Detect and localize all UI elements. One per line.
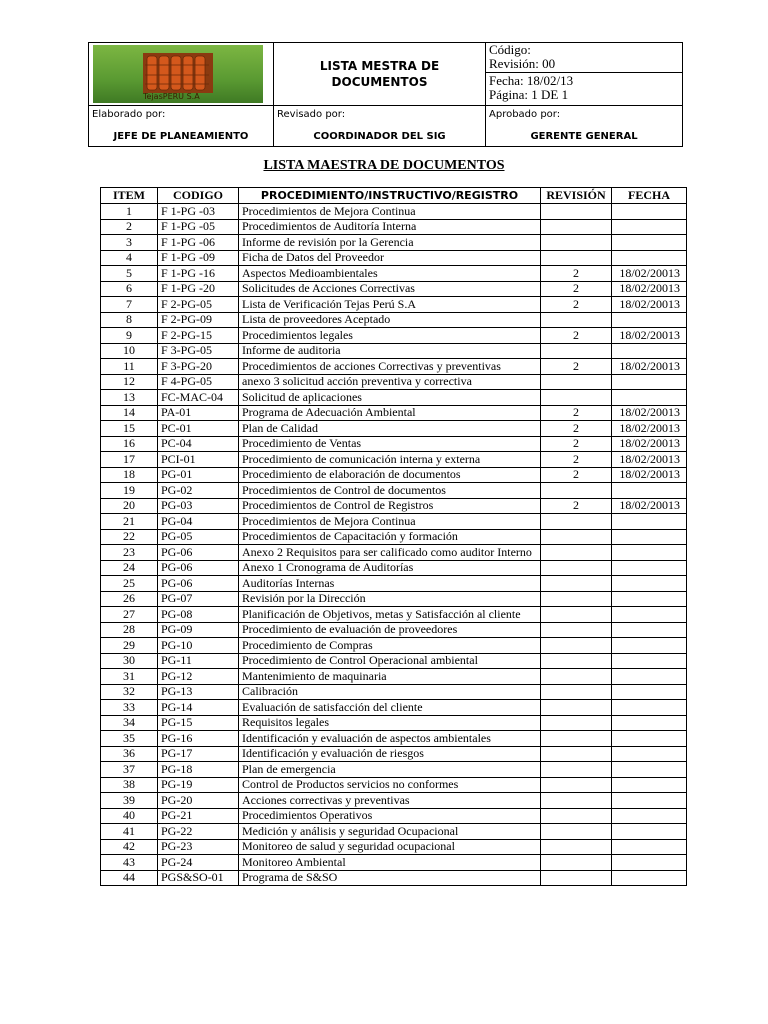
table-row [101,452,687,468]
cell-revision [541,622,612,638]
table-row [101,328,687,344]
aprobado-name: GERENTE GENERAL [530,131,638,142]
cell-revision [541,250,612,266]
col-header-procedimiento: PROCEDIMIENTO/INSTRUCTIVO/REGISTRO [239,188,541,204]
cell-procedimiento: Monitoreo Ambiental [239,855,541,871]
table-row [101,498,687,514]
revision-label: Revisión: 00 [489,56,556,71]
cell-codigo: F 1-PG -16 [158,266,239,282]
cell-procedimiento: Anexo 2 Requisitos para ser calificado como auditor Interno [239,545,541,561]
cell-revision [541,653,612,669]
table-row [101,653,687,669]
cell-codigo: PG-04 [158,514,239,530]
elaborado-cell [89,106,274,147]
cell-procedimiento: Lista de proveedores Aceptado [239,312,541,328]
table-row [101,281,687,297]
roof-tiles-icon [143,53,213,93]
cell-codigo: PG-06 [158,576,239,592]
col-header-revision: REVISIÓN [541,188,612,204]
cell-item: 23 [101,545,158,561]
table-row [101,576,687,592]
cell-fecha: 18/02/20013 [612,467,687,483]
cell-codigo: PGS&SO-01 [158,870,239,886]
table-row [101,436,687,452]
cell-procedimiento: Requisitos legales [239,715,541,731]
cell-fecha: 18/02/20013 [612,498,687,514]
cell-procedimiento: Procedimiento de Control Operacional ambiental [239,653,541,669]
cell-item: 31 [101,669,158,685]
cell-fecha [612,839,687,855]
cell-revision [541,746,612,762]
cell-procedimiento: Calibración [239,684,541,700]
table-row [101,421,687,437]
cell-codigo: F 3-PG-05 [158,343,239,359]
cell-revision [541,204,612,220]
cell-procedimiento: Anexo 1 Cronograma de Auditorías [239,560,541,576]
table-row [101,359,687,375]
table-row [101,483,687,499]
cell-procedimiento: Informe de revisión por la Gerencia [239,235,541,251]
cell-revision [541,343,612,359]
cell-fecha [612,374,687,390]
table-row [101,684,687,700]
cell-codigo: PG-13 [158,684,239,700]
cell-procedimiento: Procedimiento de comunicación interna y externa [239,452,541,468]
cell-revision [541,235,612,251]
cell-procedimiento: Aspectos Medioambientales [239,266,541,282]
cell-item: 14 [101,405,158,421]
cell-procedimiento: Procedimiento de elaboración de documentos [239,467,541,483]
cell-procedimiento: Revisión por la Dirección [239,591,541,607]
cell-item: 33 [101,700,158,716]
cell-procedimiento: Programa de Adecuación Ambiental [239,405,541,421]
table-row [101,870,687,886]
cell-fecha [612,793,687,809]
doc-title-cell [274,43,486,106]
aprobado-cell [486,106,683,147]
cell-procedimiento: Procedimientos Operativos [239,808,541,824]
cell-fecha [612,560,687,576]
col-header-codigo: CODIGO [158,188,239,204]
cell-codigo: PG-06 [158,560,239,576]
table-row [101,746,687,762]
cell-codigo: PG-01 [158,467,239,483]
cell-item: 20 [101,498,158,514]
table-row [101,762,687,778]
cell-fecha [612,591,687,607]
cell-item: 25 [101,576,158,592]
cell-fecha: 18/02/20013 [612,436,687,452]
cell-revision: 2 [541,467,612,483]
cell-fecha [612,607,687,623]
cell-codigo: F 1-PG -09 [158,250,239,266]
cell-revision: 2 [541,452,612,468]
cell-procedimiento: Plan de Calidad [239,421,541,437]
cell-codigo: PG-18 [158,762,239,778]
cell-codigo: PG-14 [158,700,239,716]
col-header-item: ITEM [101,188,158,204]
table-row [101,638,687,654]
cell-item: 26 [101,591,158,607]
cell-codigo: F 1-PG -03 [158,204,239,220]
page-title: LISTA MAESTRA DE DOCUMENTOS [263,158,505,173]
cell-item: 12 [101,374,158,390]
table-row [101,793,687,809]
logo-text: TejasPERU S.A [143,92,200,101]
cell-codigo: PCI-01 [158,452,239,468]
cell-codigo: PG-16 [158,731,239,747]
cell-procedimiento: Plan de emergencia [239,762,541,778]
cell-fecha [612,824,687,840]
cell-fecha [612,669,687,685]
cell-codigo: PA-01 [158,405,239,421]
cell-codigo: F 2-PG-05 [158,297,239,313]
cell-item: 37 [101,762,158,778]
cell-item: 28 [101,622,158,638]
cell-codigo: F 2-PG-09 [158,312,239,328]
cell-codigo: PC-01 [158,421,239,437]
cell-revision [541,529,612,545]
table-row [101,219,687,235]
cell-codigo: PG-07 [158,591,239,607]
cell-codigo: PG-08 [158,607,239,623]
cell-item: 44 [101,870,158,886]
cell-item: 3 [101,235,158,251]
cell-fecha [612,312,687,328]
cell-revision [541,715,612,731]
table-row [101,669,687,685]
cell-fecha [612,576,687,592]
cell-revision [541,855,612,871]
cell-revision: 2 [541,297,612,313]
fecha-label: Fecha: 18/02/13 [489,73,574,88]
table-row [101,855,687,871]
company-logo [93,45,263,103]
cell-codigo: PG-03 [158,498,239,514]
cell-item: 40 [101,808,158,824]
cell-codigo: PG-17 [158,746,239,762]
table-row [101,560,687,576]
cell-item: 41 [101,824,158,840]
cell-item: 1 [101,204,158,220]
cell-item: 35 [101,731,158,747]
cell-revision [541,731,612,747]
cell-procedimiento: Medición y análisis y seguridad Ocupacional [239,824,541,840]
cell-fecha [612,343,687,359]
cell-revision: 2 [541,281,612,297]
cell-procedimiento: Procedimiento de evaluación de proveedores [239,622,541,638]
table-row [101,250,687,266]
cell-item: 36 [101,746,158,762]
cell-procedimiento: Solicitudes de Acciones Correctivas [239,281,541,297]
cell-fecha: 18/02/20013 [612,297,687,313]
table-row [101,390,687,406]
cell-revision [541,390,612,406]
cell-revision [541,607,612,623]
cell-fecha [612,638,687,654]
cell-procedimiento: Monitoreo de salud y seguridad ocupacional [239,839,541,855]
table-header-row [101,188,687,204]
table-row [101,777,687,793]
revisado-cell [274,106,486,147]
table-row [101,545,687,561]
cell-procedimiento: Evaluación de satisfacción del cliente [239,700,541,716]
cell-procedimiento: Ficha de Datos del Proveedor [239,250,541,266]
table-row [101,529,687,545]
cell-fecha [612,731,687,747]
cell-fecha [612,390,687,406]
cell-revision [541,545,612,561]
cell-item: 7 [101,297,158,313]
cell-fecha [612,529,687,545]
cell-item: 21 [101,514,158,530]
cell-procedimiento: Informe de auditoria [239,343,541,359]
cell-fecha: 18/02/20013 [612,266,687,282]
cell-fecha [612,762,687,778]
cell-codigo: F 2-PG-15 [158,328,239,344]
revisado-name: COORDINADOR DEL SIG [313,131,446,142]
cell-procedimiento: Procedimientos de Capacitación y formación [239,529,541,545]
cell-procedimiento: Procedimientos de Mejora Continua [239,204,541,220]
table-row [101,808,687,824]
table-row [101,297,687,313]
cell-fecha [612,870,687,886]
table-row [101,715,687,731]
cell-procedimiento: Identificación y evaluación de aspectos ambientales [239,731,541,747]
cell-item: 17 [101,452,158,468]
elaborado-name: JEFE DE PLANEAMIENTO [113,131,249,142]
table-row [101,374,687,390]
cell-fecha [612,808,687,824]
cell-item: 18 [101,467,158,483]
cell-fecha: 18/02/20013 [612,328,687,344]
cell-item: 30 [101,653,158,669]
cell-revision [541,483,612,499]
cell-fecha [612,545,687,561]
cell-fecha [612,715,687,731]
cell-item: 6 [101,281,158,297]
cell-revision [541,824,612,840]
cell-codigo: F 4-PG-05 [158,374,239,390]
doc-control-cell [486,43,683,106]
cell-fecha: 18/02/20013 [612,359,687,375]
cell-revision: 2 [541,359,612,375]
cell-item: 42 [101,839,158,855]
cell-fecha [612,250,687,266]
cell-revision: 2 [541,421,612,437]
cell-fecha: 18/02/20013 [612,405,687,421]
cell-item: 24 [101,560,158,576]
cell-revision: 2 [541,266,612,282]
cell-fecha [612,684,687,700]
cell-revision [541,312,612,328]
cell-item: 32 [101,684,158,700]
cell-codigo: PG-22 [158,824,239,840]
cell-item: 16 [101,436,158,452]
cell-codigo: PG-23 [158,839,239,855]
cell-revision: 2 [541,436,612,452]
cell-revision [541,793,612,809]
cell-revision [541,576,612,592]
cell-item: 15 [101,421,158,437]
pagina-label: Página: 1 DE 1 [489,87,569,102]
cell-fecha [612,483,687,499]
cell-revision [541,669,612,685]
cell-revision [541,777,612,793]
cell-item: 22 [101,529,158,545]
cell-revision: 2 [541,328,612,344]
doc-title-line1: LISTA MESTRA DE [319,59,440,73]
cell-item: 8 [101,312,158,328]
table-row [101,622,687,638]
table-row [101,204,687,220]
cell-procedimiento: Solicitud de aplicaciones [239,390,541,406]
cell-codigo: PG-11 [158,653,239,669]
document-header [88,42,683,147]
logo-cell [89,43,274,106]
table-row [101,266,687,282]
table-row [101,405,687,421]
table-row [101,824,687,840]
cell-codigo: PC-04 [158,436,239,452]
cell-revision [541,219,612,235]
doc-title-line2: DOCUMENTOS [331,75,428,89]
cell-procedimiento: Lista de Verificación Tejas Perú S.A [239,297,541,313]
cell-fecha [612,855,687,871]
elaborado-label: Elaborado por: [92,109,166,120]
cell-revision [541,374,612,390]
cell-procedimiento: Auditorías Internas [239,576,541,592]
cell-item: 2 [101,219,158,235]
cell-procedimiento: anexo 3 solicitud acción preventiva y correctiva [239,374,541,390]
cell-procedimiento: Procedimiento de Compras [239,638,541,654]
cell-revision [541,684,612,700]
cell-codigo: PG-15 [158,715,239,731]
cell-fecha [612,514,687,530]
cell-codigo: PG-20 [158,793,239,809]
cell-fecha: 18/02/20013 [612,452,687,468]
cell-procedimiento: Procedimiento de Ventas [239,436,541,452]
cell-revision [541,808,612,824]
cell-item: 19 [101,483,158,499]
table-row [101,235,687,251]
cell-codigo: F 3-PG-20 [158,359,239,375]
cell-revision [541,560,612,576]
col-header-fecha: FECHA [612,188,687,204]
table-row [101,343,687,359]
cell-fecha [612,653,687,669]
cell-item: 27 [101,607,158,623]
cell-fecha [612,700,687,716]
cell-codigo: PG-09 [158,622,239,638]
table-row [101,467,687,483]
table-row [101,591,687,607]
cell-codigo: PG-02 [158,483,239,499]
cell-procedimiento: Mantenimiento de maquinaria [239,669,541,685]
cell-fecha: 18/02/20013 [612,281,687,297]
cell-codigo: FC-MAC-04 [158,390,239,406]
cell-item: 29 [101,638,158,654]
cell-item: 5 [101,266,158,282]
cell-revision [541,700,612,716]
cell-codigo: F 1-PG -20 [158,281,239,297]
cell-procedimiento: Procedimientos de Mejora Continua [239,514,541,530]
cell-procedimiento: Acciones correctivas y preventivas [239,793,541,809]
cell-codigo: F 1-PG -05 [158,219,239,235]
cell-codigo: PG-05 [158,529,239,545]
codigo-label: Código: [489,42,531,57]
cell-revision [541,591,612,607]
table-row [101,514,687,530]
cell-revision [541,762,612,778]
cell-procedimiento: Control de Productos servicios no conformes [239,777,541,793]
cell-procedimiento: Planificación de Objetivos, metas y Satisfacción al cliente [239,607,541,623]
cell-revision [541,870,612,886]
table-row [101,312,687,328]
cell-codigo: PG-24 [158,855,239,871]
cell-revision [541,514,612,530]
cell-codigo: F 1-PG -06 [158,235,239,251]
cell-procedimiento: Programa de S&SO [239,870,541,886]
cell-item: 43 [101,855,158,871]
cell-revision [541,839,612,855]
cell-item: 39 [101,793,158,809]
cell-item: 13 [101,390,158,406]
cell-fecha [612,219,687,235]
cell-item: 11 [101,359,158,375]
cell-procedimiento: Procedimientos de Control de Registros [239,498,541,514]
table-row [101,700,687,716]
cell-fecha [612,746,687,762]
cell-procedimiento: Identificación y evaluación de riesgos [239,746,541,762]
cell-revision: 2 [541,498,612,514]
documents-table [100,187,687,886]
cell-fecha [612,235,687,251]
cell-item: 38 [101,777,158,793]
cell-fecha: 18/02/20013 [612,421,687,437]
cell-item: 4 [101,250,158,266]
cell-item: 9 [101,328,158,344]
cell-codigo: PG-10 [158,638,239,654]
cell-codigo: PG-12 [158,669,239,685]
table-row [101,839,687,855]
cell-procedimiento: Procedimientos de Auditoría Interna [239,219,541,235]
cell-fecha [612,777,687,793]
cell-codigo: PG-21 [158,808,239,824]
table-row [101,731,687,747]
cell-revision: 2 [541,405,612,421]
cell-item: 34 [101,715,158,731]
cell-codigo: PG-19 [158,777,239,793]
cell-codigo: PG-06 [158,545,239,561]
table-row [101,607,687,623]
cell-procedimiento: Procedimientos legales [239,328,541,344]
aprobado-label: Aprobado por: [489,109,561,120]
cell-fecha [612,622,687,638]
cell-procedimiento: Procedimientos de Control de documentos [239,483,541,499]
cell-item: 10 [101,343,158,359]
revisado-label: Revisado por: [277,109,346,120]
cell-fecha [612,204,687,220]
cell-procedimiento: Procedimientos de acciones Correctivas y preventivas [239,359,541,375]
cell-revision [541,638,612,654]
